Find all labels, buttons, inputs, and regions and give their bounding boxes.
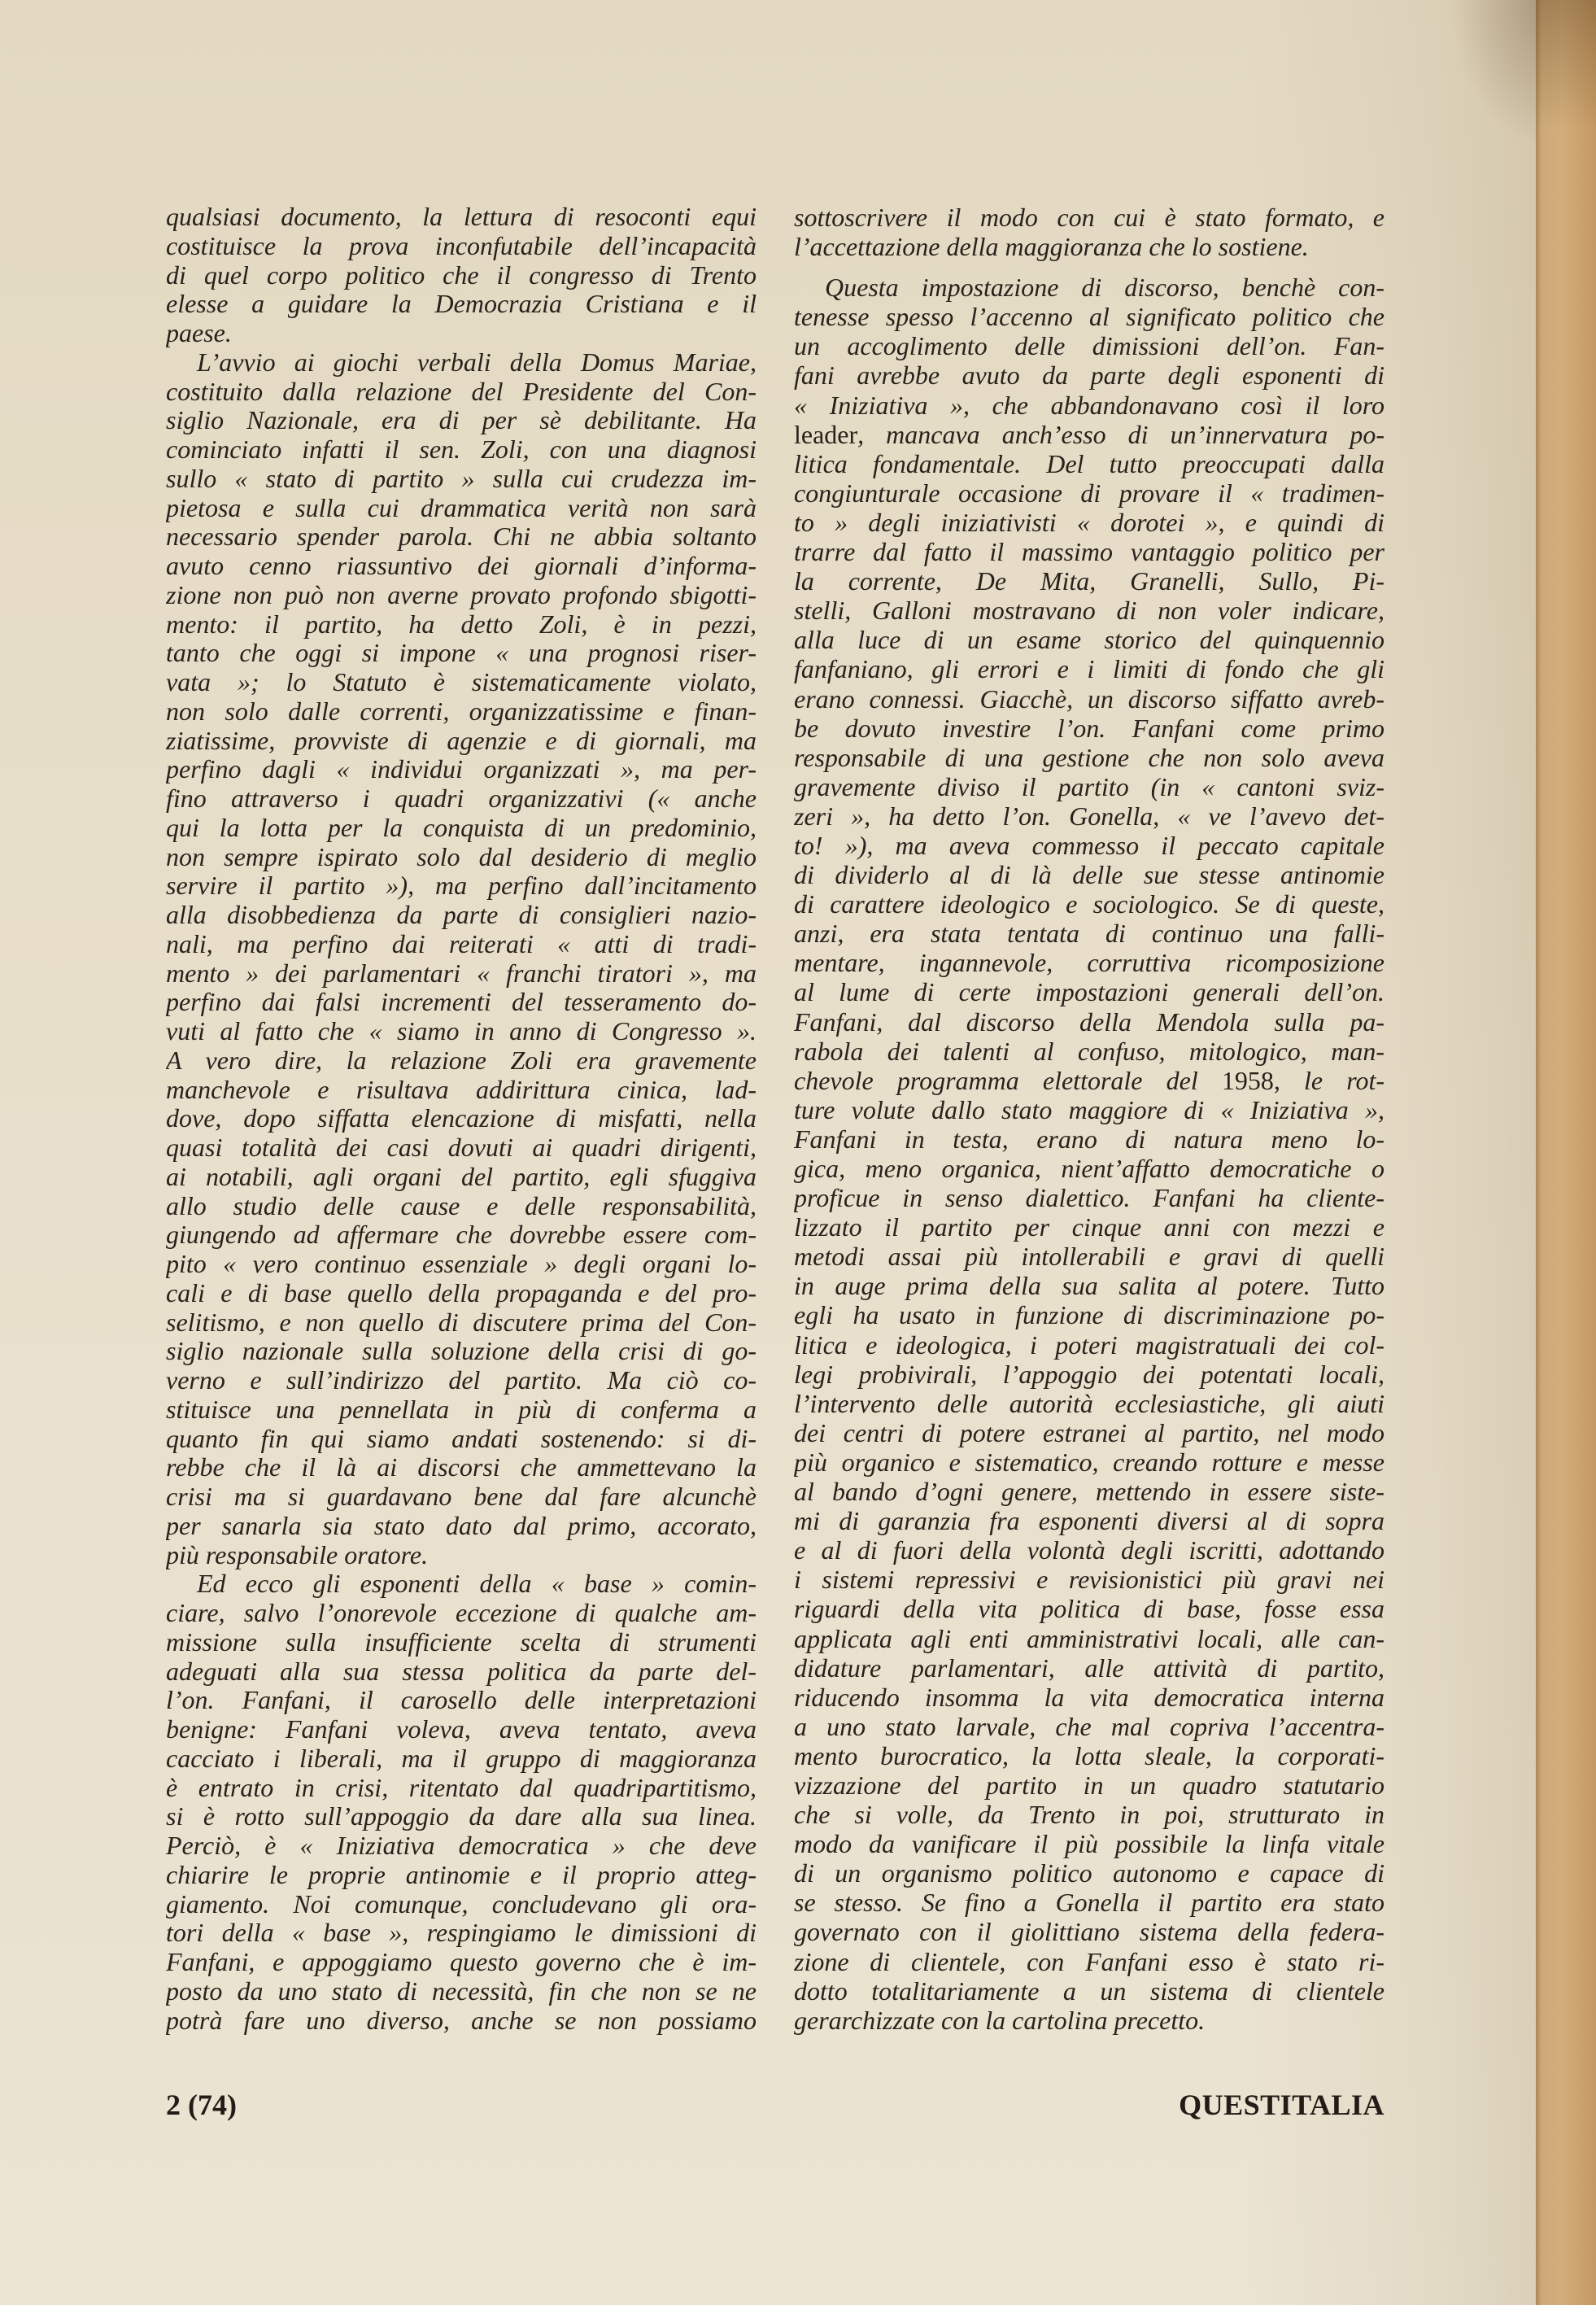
text-line: gerarchizzate con la cartolina precetto. [794, 2005, 1206, 2035]
text-line: gravemente diviso il partito (in « cantoni sviz- [794, 771, 1385, 801]
text-line: L’avvio ai giochi verbali della Domus Mariae, [197, 347, 757, 377]
paragraph [794, 203, 1385, 261]
text-line: paese. [166, 319, 232, 347]
text-line: metodi assai più intollerabili e gravi di quelli [794, 1242, 1385, 1272]
text-line: to » degli iniziativisti « dorotei », e quindi di [794, 507, 1385, 537]
text-line: nali, ma perfino dai reiterati « atti di tradi- [166, 929, 757, 958]
text-line: applicata agli enti amministrativi locali, alle can- [794, 1623, 1385, 1653]
text-line: si è rotto sull’appoggio da dare alla sua linea. [166, 1802, 757, 1831]
text-line [794, 1066, 1385, 1095]
text-line: costituisce la prova inconfutabile dell’incapacità [166, 231, 757, 260]
left-column [166, 203, 757, 2035]
upright-text: 1958 [1221, 1065, 1274, 1095]
text-line: didature parlamentari, alle attività di partito, [794, 1652, 1385, 1683]
text-line: siglio Nazionale, era di per sè debilitante. Ha [166, 406, 757, 435]
text-line: mento burocratico, la lotta sleale, la corporati- [794, 1740, 1385, 1770]
text-line: alla luce di un esame storico del quinquennio [794, 625, 1385, 655]
text-line: perfino dai falsi incrementi del tesseramento do- [166, 988, 757, 1017]
text-line: giamento. Noi comunque, concludevano gli ora- [166, 1889, 757, 1919]
text-line: rebbe che il là ai discorsi che ammettevano la [166, 1453, 757, 1482]
text-line: ture volute dallo stato maggiore di « Iniziativa », [794, 1094, 1385, 1124]
text-line: di dividerlo al di là delle sue stesse antinomie [794, 860, 1385, 890]
text-line: se stesso. Se fino a Gonella il partito era stato [794, 1888, 1385, 1918]
text-line: dei centri di potere estranei al partito, nel modo [794, 1417, 1385, 1447]
text-line: servire il partito »), ma perfino dall’incitamento [166, 871, 757, 901]
text-line: allo studio delle cause e delle responsabilità, [166, 1191, 757, 1220]
text-line: Ed ecco gli esponenti della « base » comin- [197, 1569, 757, 1599]
text-line: i sistemi repressivi e revisionistici più gravi nei [794, 1565, 1385, 1595]
text-line: responsabile di una gestione che non solo aveva [794, 742, 1385, 772]
text-line: congiunturale occasione di provare il « tradimen- [794, 478, 1385, 508]
text-line: legi probivirali, l’appoggio dei potentati locali, [794, 1359, 1385, 1389]
text-line: tori della « base », respingiamo le dimissioni di [166, 1919, 757, 1948]
text-line: crisi ma si guardavano bene dal fare alcunchè [166, 1482, 757, 1511]
text-line: cali e di base quello della propaganda e del pro- [166, 1278, 757, 1307]
paragraph [794, 273, 1385, 2035]
text-line: zione di clientele, con Fanfani esso è stato ri- [794, 1946, 1385, 1976]
text-line: litica fondamentale. Del tutto preoccupati dalla [794, 448, 1385, 478]
text-line: al bando d’ogni genere, mettendo in essere siste- [794, 1477, 1385, 1507]
text-line: A vero dire, la relazione Zoli era gravemente [166, 1046, 757, 1075]
text-line: dotto totalitariamente a un sistema di clientele [794, 1975, 1385, 2006]
text-line: qui la lotta per la conquista di un predominio, [166, 813, 757, 842]
text-line: to! »), ma aveva commesso il peccato capitale [794, 830, 1385, 860]
text-line: di un organismo politico autonomo e capace di [794, 1858, 1385, 1888]
text-line: per sanarla sia stato dato dal primo, accorato, [166, 1511, 757, 1540]
text-line: governato con il giolittiano sistema della federa- [794, 1917, 1385, 1947]
text-line: trarre dal fatto il massimo vantaggio politico per [794, 537, 1385, 567]
text-line: tanto che oggi si impone « una prognosi riser- [166, 639, 757, 668]
text-line: vuti al fatto che « siamo in anno di Congresso ». [166, 1017, 757, 1046]
text-line: non solo dalle correnti, organizzatissime e finan- [166, 696, 757, 726]
text-line: stituisce una pennellata in più di conferma a [166, 1395, 757, 1424]
text-line: che si volle, da Trento in poi, strutturato in [794, 1800, 1385, 1830]
paragraph [166, 203, 757, 348]
text-line: cacciato i liberali, ma il gruppo di maggioranza [166, 1744, 757, 1773]
text-line: alla disobbedienza da parte di consiglieri nazio- [166, 901, 757, 929]
text-line: egli ha usato in funzione di discriminazione po- [794, 1300, 1385, 1330]
text-line: in auge prima della sua salita al potere. Tutto [794, 1271, 1385, 1301]
text-line: sottoscrivere il modo con cui è stato formato, e [794, 203, 1385, 232]
text-line: mento: il partito, ha detto Zoli, è in pezzi, [166, 609, 757, 639]
text-line: mentare, ingannevole, corruttiva ricomposizione [794, 948, 1385, 978]
text-line: modo da vanificare il più possibile la linfa vitale [794, 1829, 1385, 1859]
text-line: adeguati alla sua stessa politica da parte del- [166, 1657, 757, 1686]
text-line: pietosa e sulla cui drammatica verità non sarà [166, 493, 757, 522]
text-line: erano connessi. Giacchè, un discorso siffatto avreb- [794, 683, 1385, 714]
text-line: Perciò, è « Iniziativa democratica » che deve [166, 1831, 757, 1860]
text-line: costituito dalla relazione del Presidente del Con- [166, 377, 757, 406]
text-line: e al di fuori della volontà degli iscritti, adottando [794, 1535, 1385, 1565]
text-line: zione non può non averne provato profondo sbigotti- [166, 580, 757, 609]
italic-text: , le rot- [1273, 1065, 1385, 1095]
text-line: è entrato in crisi, ritentato dal quadripartitismo, [166, 1773, 757, 1802]
text-line: siglio nazionale sulla soluzione della crisi di go- [166, 1337, 757, 1366]
text-line: mi di garanzia fra esponenti diversi al di sopra [794, 1506, 1385, 1536]
text-line: quanto fin qui siamo andati sostenendo: si di- [166, 1424, 757, 1453]
text-line: stelli, Galloni mostravano di non voler indicare, [794, 596, 1385, 626]
text-line: posto da uno stato di necessità, fin che non se ne [166, 1976, 757, 2006]
text-line: potrà fare uno diverso, anche se non possiamo [166, 2006, 757, 2035]
text-line: vizzazione del partito in un quadro statutario [794, 1770, 1385, 1800]
text-line: ciare, salvo l’onorevole eccezione di qualche am- [166, 1599, 757, 1627]
text-line: Questa impostazione di discorso, benchè con- [825, 273, 1385, 303]
text-line: quasi totalità dei casi dovuti ai quadri dirigenti, [166, 1133, 757, 1162]
text-line: fino attraverso i quadri organizzativi (« anche [166, 784, 757, 813]
text-line: elesse a guidare la Democrazia Cristiana e il [166, 290, 757, 319]
text-line: non sempre ispirato solo dal desiderio di meglio [166, 842, 757, 871]
text-line: perfino dagli « individui organizzati », ma per- [166, 755, 757, 784]
text-line: zeri », ha detto l’on. Gonella, « ve l’avevo det- [794, 801, 1385, 831]
text-line: fani avrebbe avuto da parte degli esponenti di [794, 360, 1385, 391]
text-line: cominciato infatti il sen. Zoli, con una diagnosi [166, 435, 757, 464]
text-line: rabola dei talenti al confuso, mitologico, man- [794, 1036, 1385, 1066]
text-line: dove, dopo siffatta elencazione di misfatti, nella [166, 1104, 757, 1133]
text-line: missione sulla insufficiente scelta di strumenti [166, 1627, 757, 1657]
text-line: ziatissime, provviste di agenzie e di giornali, ma [166, 726, 757, 755]
text-line: un accoglimento delle dimissioni dell’on. Fan- [794, 331, 1385, 361]
upright-text: leader [794, 419, 858, 449]
text-line: manchevole e risultava addirittura cinica, lad- [166, 1075, 757, 1104]
text-line: giungendo ad affermare che dovrebbe essere com- [166, 1220, 757, 1250]
text-line: tenesse spesso l’accenno al significato politico che [794, 302, 1385, 332]
text-line: avuto cenno riassuntivo dei giornali d’informa- [166, 552, 757, 580]
text-line: chiarire le proprie antinomie e il proprio atteg- [166, 1860, 757, 1889]
italic-text: chevole programma elettorale del [794, 1065, 1222, 1095]
text-line: lizzato il partito per cinque anni con mezzi e [794, 1212, 1385, 1242]
text-line: Fanfani in testa, erano di natura meno lo- [794, 1124, 1385, 1154]
text-line: be dovuto investire l’on. Fanfani come primo [794, 713, 1385, 743]
text-line: Fanfani, e appoggiamo questo governo che è im- [166, 1948, 757, 1976]
page-number: 2 (74) [166, 2089, 237, 2121]
text-line: Fanfani, dal discorso della Mendola sulla pa- [794, 1006, 1385, 1037]
text-line: la corrente, De Mita, Granelli, Sullo, Pi- [794, 566, 1385, 596]
text-line: verno e sull’indirizzo del partito. Ma ciò co- [166, 1366, 757, 1395]
text-line: benigne: Fanfani voleva, aveva tentato, aveva [166, 1715, 757, 1744]
text-line: selitismo, e non quello di discutere prima del Con- [166, 1307, 757, 1337]
text-line: proficue in senso dialettico. Fanfani ha cliente- [794, 1183, 1385, 1213]
paragraph [166, 1569, 757, 2035]
text-line: riguardi della vita politica di base, fosse essa [794, 1594, 1385, 1624]
text-line: l’on. Fanfani, il carosello delle interpretazioni [166, 1686, 757, 1715]
text-line: riducendo insomma la vita democratica interna [794, 1682, 1385, 1712]
text-line: di quel corpo politico che il congresso di Trento [166, 260, 757, 290]
text-line: ai notabili, agli organi del partito, egli sfuggiva [166, 1162, 757, 1191]
text-line: anzi, era stata tentata di continuo una falli- [794, 919, 1385, 949]
text-line: litica e ideologica, i poteri magistratuali dei col- [794, 1329, 1385, 1360]
text-line: più organico e sistematico, creando rotture e messe [794, 1447, 1385, 1477]
text-line: al lume di certe impostazioni generali dell’on. [794, 977, 1385, 1007]
italic-text: , mancava anch’esso di un’innervatura po- [857, 419, 1385, 449]
text-line: di carattere ideologico e sociologico. Se di queste, [794, 889, 1385, 919]
page-edge [1536, 0, 1596, 2305]
text-line: necessario spender parola. Chi ne abbia soltanto [166, 522, 757, 552]
text-line: pito « vero continuo essenziale » degli organi lo- [166, 1250, 757, 1278]
right-column [794, 203, 1385, 2035]
text-line: gica, meno organica, nient’affatto democratiche o [794, 1154, 1385, 1183]
text-line: fanfaniano, gli errori e i limiti di fondo che gli [794, 654, 1385, 684]
text-line: sullo « stato di partito » sulla cui crudezza im- [166, 464, 757, 493]
paragraph [166, 348, 757, 1570]
text-line: « Iniziativa », che abbandonavano così il loro [794, 390, 1385, 420]
text-line: l’intervento delle autorità ecclesiastiche, gli aiuti [794, 1388, 1385, 1418]
text-line: più responsabile oratore. [166, 1540, 429, 1569]
text-line: qualsiasi documento, la lettura di resoconti equi [166, 203, 757, 231]
text-line: mento » dei parlamentari « franchi tiratori », ma [166, 958, 757, 988]
magazine-title: QUESTITALIA [1179, 2089, 1385, 2121]
text-line: a uno stato larvale, che mal copriva l’accentra- [794, 1711, 1385, 1741]
text-line: l’accettazione della maggioranza che lo sostiene. [794, 232, 1309, 262]
text-line: vata »; lo Statuto è sistematicamente violato, [166, 668, 757, 696]
text-line [794, 420, 1385, 449]
